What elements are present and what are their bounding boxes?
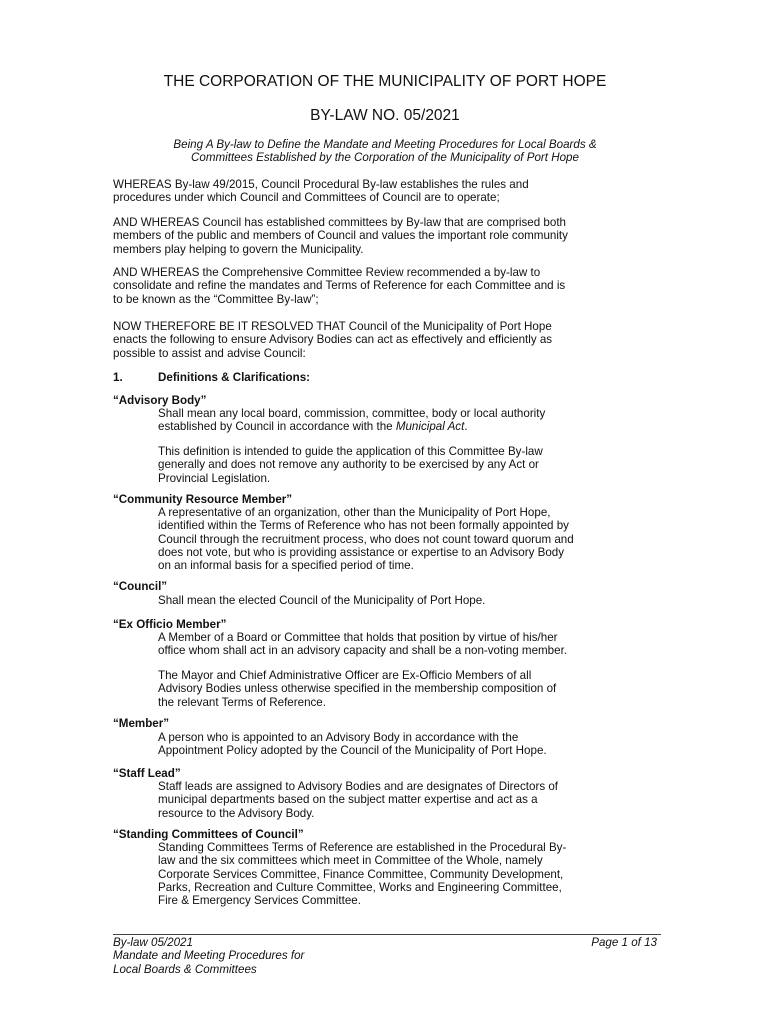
bylaw-subtitle: [110, 138, 660, 165]
section-heading: [113, 371, 661, 384]
definition-note: [158, 669, 660, 709]
definition-term: “Staff Lead”: [113, 767, 181, 780]
definition-line: Council through the recruitment process, who does not count toward quorum and: [158, 532, 574, 546]
definition-line: municipal departments based on the subject matter expertise and act as a: [158, 793, 538, 807]
paragraph-line: WHEREAS By-law 49/2015, Council Procedural By-law establishes the rules and: [113, 178, 529, 191]
definition-note: [158, 445, 660, 485]
paragraph-line: procedures under which Council and Committees of Council are to operate;: [113, 191, 500, 205]
whereas-paragraph: [113, 178, 661, 205]
footer-document-info: [113, 936, 413, 976]
whereas-paragraph: [113, 216, 661, 256]
resolution-paragraph: [113, 320, 661, 360]
definition-line-prefix: established by Council in accordance with the: [158, 420, 396, 434]
definition-line: Shall mean any local board, commission, committee, body or local authority: [158, 407, 546, 420]
definition-line: on an informal basis for a specified period of time.: [158, 559, 414, 573]
page-number: Page 1 of 13: [591, 936, 657, 949]
definition-line: office whom shall act in an advisory capacity and shall be a non-voting member.: [158, 644, 568, 658]
definition-line: Corporate Services Committee, Finance Committee, Community Development,: [158, 867, 564, 881]
definition-line: does not vote, but who is providing assistance or expertise to an Advisory Body: [158, 545, 565, 559]
subtitle-line: Committees Established by the Corporation of the Municipality of Port Hope: [191, 151, 579, 165]
definition-line: The Mayor and Chief Administrative Officer are Ex-Officio Members of all: [158, 669, 532, 682]
footer-line: Mandate and Meeting Procedures for: [113, 949, 305, 963]
footer-line: By-law 05/2021: [113, 936, 193, 949]
document-title: THE CORPORATION OF THE MUNICIPALITY OF PORT HOPE: [163, 73, 607, 90]
municipal-act-reference: Municipal Act: [395, 420, 465, 434]
paragraph-line: members of the public and members of Council and values the important role community: [113, 229, 568, 243]
paragraph-line: to be known as the “Committee By-law”;: [113, 292, 319, 306]
definition-line: A representative of an organization, other than the Municipality of Port Hope,: [158, 506, 551, 519]
definition-line: Advisory Bodies unless otherwise specified in the membership composition of: [158, 682, 557, 696]
definition-term: “Advisory Body”: [113, 394, 207, 407]
definition-line: Fire & Emergency Services Committee.: [158, 894, 361, 908]
subtitle-line: Being A By-law to Define the Mandate and Meeting Procedures for Local Boards &: [173, 138, 597, 151]
definition-line: law and the six committees which meet in Committee of the Whole, namely: [158, 854, 543, 868]
definition-term: “Community Resource Member”: [113, 493, 293, 506]
definition-term: “Ex Officio Member”: [113, 618, 227, 631]
paragraph-line: possible to assist and advise Council:: [113, 346, 306, 360]
definition-line: Staff leads are assigned to Advisory Bodies and are designates of Directors of: [158, 780, 559, 793]
paragraph-line: members play helping to govern the Municipality.: [113, 242, 364, 256]
paragraph-line: NOW THEREFORE BE IT RESOLVED THAT Council of the Municipality of Port Hope: [113, 320, 552, 333]
definition-text: [158, 631, 660, 658]
definition-text: [158, 506, 660, 572]
definition-line: Provincial Legislation.: [158, 471, 271, 485]
definition-line: [158, 420, 660, 433]
definition-line: A person who is appointed to an Advisory Body in accordance with the: [158, 731, 519, 744]
definition-line: Parks, Recreation and Culture Committee, Works and Engineering Committee,: [158, 880, 562, 894]
definition-line: identified within the Terms of Reference who has not been formally appointed by: [158, 519, 569, 533]
bylaw-number: BY-LAW NO. 05/2021: [310, 107, 460, 124]
definition-text: [158, 407, 660, 434]
definition-text: [158, 841, 660, 907]
definition-line: Standing Committees Terms of Reference are established in the Procedural By-: [158, 841, 567, 854]
footer-divider: [113, 934, 661, 935]
paragraph-line: consolidate and refine the mandates and Terms of Reference for each Committee and is: [113, 279, 566, 293]
definition-line: This definition is intended to guide the application of this Committee By-law: [158, 445, 543, 458]
definition-term: “Member”: [113, 717, 170, 730]
definition-line-suffix: .: [464, 420, 468, 434]
definition-line: generally and does not remove any authority to be exercised by any Act or: [158, 458, 539, 472]
section-title: Definitions & Clarifications:: [158, 371, 311, 384]
definition-line: the relevant Terms of Reference.: [158, 695, 326, 709]
paragraph-line: AND WHEREAS Council has established committees by By-law that are comprised both: [113, 216, 566, 229]
definition-term: “Standing Committees of Council”: [113, 828, 304, 841]
paragraph-line: AND WHEREAS the Comprehensive Committee Review recommended a by-law to: [113, 266, 541, 279]
footer-line: Local Boards & Committees: [113, 962, 257, 976]
definition-line: Appointment Policy adopted by the Council of the Municipality of Port Hope.: [158, 744, 547, 758]
section-number: 1.: [113, 371, 123, 384]
definition-term: “Council”: [113, 580, 168, 593]
definition-line: A Member of a Board or Committee that holds that position by virtue of his/her: [158, 631, 558, 644]
definition-text: [158, 594, 660, 607]
definition-text: [158, 780, 660, 820]
paragraph-line: enacts the following to ensure Advisory Bodies can act as effectively and efficiently as: [113, 333, 553, 347]
definition-line: Shall mean the elected Council of the Municipality of Port Hope.: [158, 594, 486, 607]
definition-text: [158, 731, 660, 758]
definition-line: resource to the Advisory Body.: [158, 806, 315, 820]
whereas-paragraph: [113, 266, 661, 306]
